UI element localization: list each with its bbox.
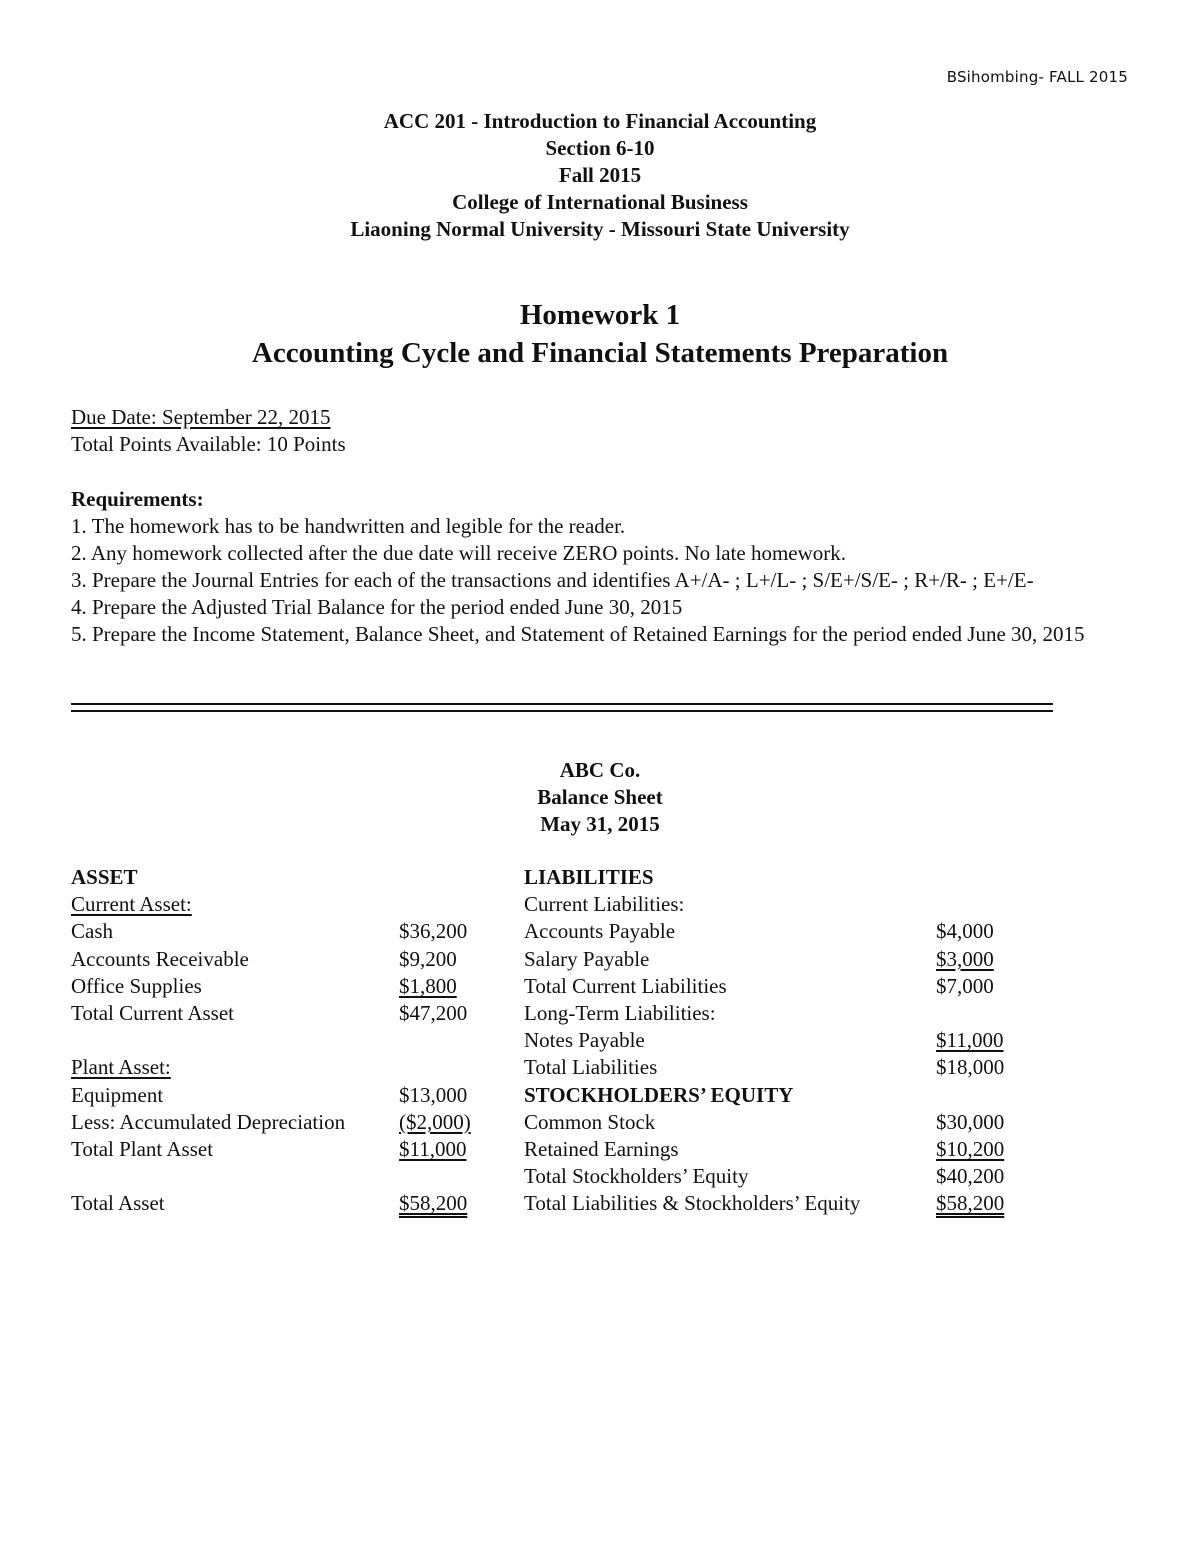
requirement-item: 4. Prepare the Adjusted Trial Balance for the period ended June 30, 2015 (71, 595, 683, 619)
college-name: College of International Business (452, 190, 748, 214)
requirement-item: 1. The homework has to be handwritten and legible for the reader. (71, 514, 626, 538)
total-plant-label: Total Plant Asset (71, 1136, 214, 1161)
table-row (524, 1136, 1024, 1163)
liabilities-equity-column (524, 864, 1024, 1217)
table-row (524, 973, 1024, 1000)
current-asset-heading: Current Asset: (71, 892, 192, 917)
total-points: Total Points Available: 10 Points (71, 432, 346, 456)
salary-label: Salary Payable (524, 946, 650, 971)
cash-label: Cash (71, 919, 113, 944)
table-row (524, 1163, 1024, 1190)
cash-amount: $36,200 (399, 919, 468, 944)
assets-heading: ASSET (71, 865, 138, 889)
total-current-liabilities-label: Total Current Liabilities (524, 973, 727, 998)
table-row (71, 1136, 491, 1163)
homework-meta (71, 404, 346, 458)
table-row (524, 918, 1024, 945)
requirements-heading: Requirements: (71, 487, 204, 511)
total-equity-label: Total Stockholders’ Equity (524, 1164, 749, 1189)
retained-earnings-amount: $10,200 (936, 1136, 1005, 1161)
table-row (71, 918, 491, 945)
table-row (71, 1109, 491, 1136)
salary-amount: $3,000 (936, 946, 994, 971)
total-liabilities-amount: $18,000 (936, 1055, 1005, 1080)
statement-date: May 31, 2015 (540, 812, 660, 836)
course-title: ACC 201 - Introduction to Financial Accounting (383, 109, 817, 133)
table-row (524, 1109, 1024, 1136)
common-stock-amount: $30,000 (936, 1109, 1005, 1134)
homework-title-block (0, 296, 1200, 372)
accum-dep-amount: ($2,000) (399, 1109, 471, 1134)
equipment-label: Equipment (71, 1082, 164, 1107)
total-plant-amount: $11,000 (399, 1136, 467, 1161)
requirement-item: 2. Any homework collected after the due date will receive ZERO points. No late homework. (71, 541, 847, 565)
ar-label: Accounts Receivable (71, 946, 249, 971)
homework-subtitle: Accounting Cycle and Financial Statements Preparation (251, 337, 949, 369)
total-current-liabilities-amount: $7,000 (936, 973, 994, 998)
ap-amount: $4,000 (936, 919, 994, 944)
homework-title: Homework 1 (519, 299, 681, 331)
company-name: ABC Co. (559, 758, 641, 782)
common-stock-label: Common Stock (524, 1109, 656, 1134)
long-term-liabilities-heading: Long-Term Liabilities: (524, 1000, 716, 1025)
total-asset-amount: $58,200 (399, 1191, 468, 1216)
course-section: Section 6-10 (545, 136, 655, 160)
table-row (71, 973, 491, 1000)
header-note: BSihombing- FALL 2015 (946, 68, 1128, 86)
requirement-item: 3. Prepare the Journal Entries for each of the transactions and identifies A+/A- ; L+/L- ; S/E+/S/E- ; R+/R- ; E+/E- (71, 568, 1034, 592)
current-liabilities-heading: Current Liabilities: (524, 892, 685, 917)
assets-column (71, 864, 491, 1217)
table-row (524, 946, 1024, 973)
notes-label: Notes Payable (524, 1028, 645, 1053)
university-name: Liaoning Normal University - Missouri State University (350, 217, 850, 241)
table-row (71, 1000, 491, 1027)
accum-dep-label: Less: Accumulated Depreciation (71, 1109, 346, 1134)
course-header (0, 108, 1200, 243)
table-row (524, 1027, 1024, 1054)
supplies-amount: $1,800 (399, 973, 457, 998)
total-liabilities-equity-amount: $58,200 (936, 1191, 1005, 1216)
total-current-asset-label: Total Current Asset (71, 1000, 235, 1025)
table-row (524, 1190, 1024, 1217)
table-row (71, 946, 491, 973)
ap-label: Accounts Payable (524, 919, 676, 944)
table-row (524, 1054, 1024, 1081)
total-current-asset-amount: $47,200 (399, 1000, 468, 1025)
table-row (71, 1190, 491, 1217)
double-line-separator (71, 703, 1053, 712)
requirement-item: 5. Prepare the Income Statement, Balance Sheet, and Statement of Retained Earnings for the period ended June 30, 2015 (71, 622, 1085, 646)
table-row (71, 1082, 491, 1109)
total-liabilities-equity-label: Total Liabilities & Stockholders’ Equity (524, 1191, 861, 1216)
total-liabilities-label: Total Liabilities (524, 1055, 658, 1080)
notes-amount: $11,000 (936, 1028, 1004, 1053)
balance-sheet-header (0, 757, 1200, 838)
equipment-amount: $13,000 (399, 1082, 468, 1107)
plant-asset-heading: Plant Asset: (71, 1055, 171, 1080)
ar-amount: $9,200 (399, 946, 457, 971)
statement-title: Balance Sheet (537, 785, 663, 809)
course-term: Fall 2015 (558, 163, 642, 187)
total-equity-amount: $40,200 (936, 1164, 1005, 1189)
equity-heading: STOCKHOLDERS’ EQUITY (524, 1082, 794, 1107)
liabilities-heading: LIABILITIES (524, 865, 654, 889)
retained-earnings-label: Retained Earnings (524, 1136, 679, 1161)
requirements (71, 486, 1131, 648)
supplies-label: Office Supplies (71, 973, 202, 998)
total-asset-label: Total Asset (71, 1191, 165, 1216)
due-date: Due Date: September 22, 2015 (71, 405, 331, 429)
